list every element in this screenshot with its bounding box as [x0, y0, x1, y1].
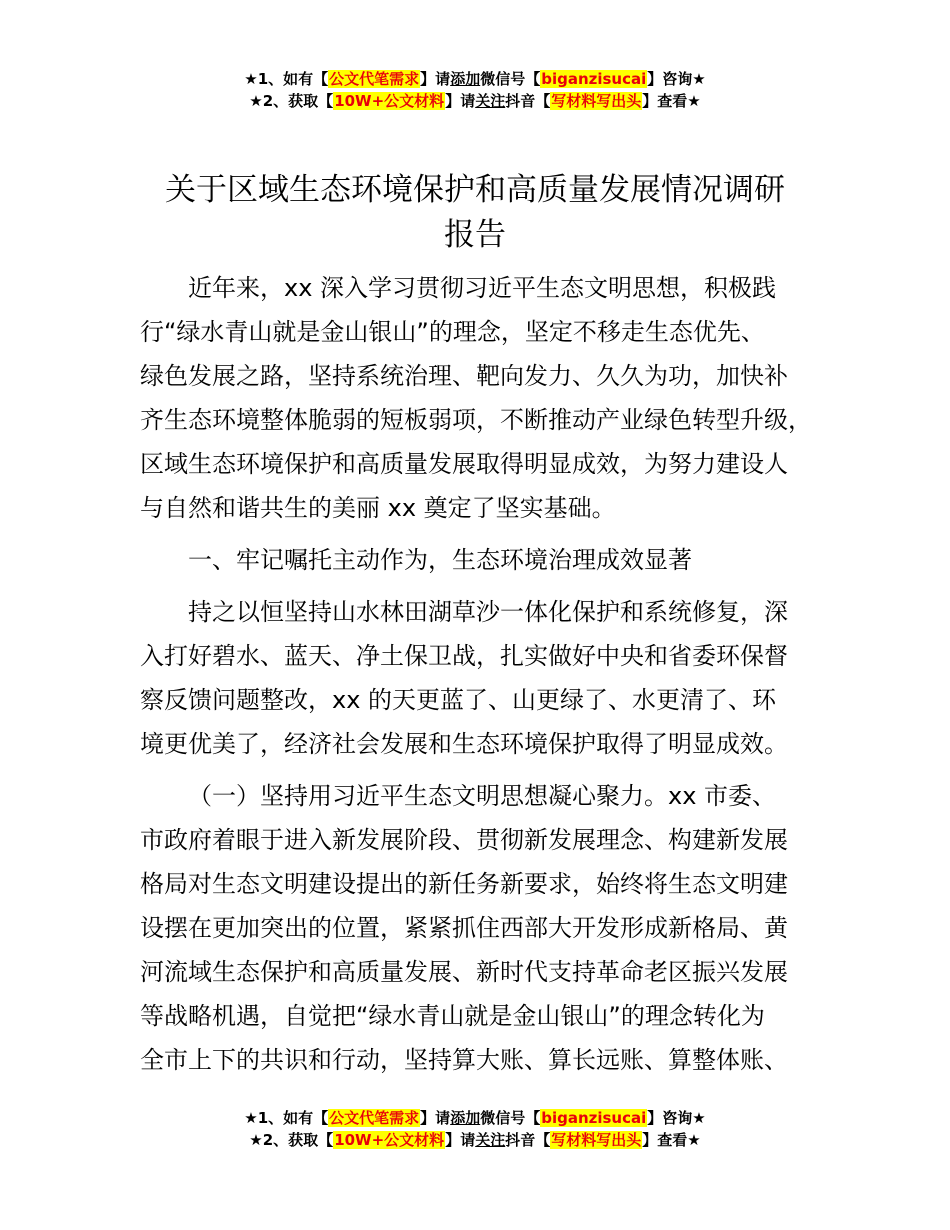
banner-text: 】查看★	[642, 92, 701, 110]
banner-highlight: 10W+公文材料	[334, 1131, 445, 1149]
banner-line-2	[0, 1129, 950, 1151]
banner-text: 】请	[420, 1109, 451, 1127]
top-banner	[0, 68, 950, 112]
title-line-2: 报告	[444, 217, 506, 253]
paragraph-section-1: 持之以恒坚持山水林田湖草沙一体化保护和系统修复，深 入打好碧水、蓝天、净土保卫战，扎实做好中央和省委环保督 察反馈问题整改，xx 的天更蓝了、山更绿了、水更清了、环 境更优美了，经济社会发展和生态环境保护取得了明显成效。	[140, 598, 788, 758]
document-title	[120, 168, 830, 258]
banner-highlight: 10W+公文材料	[334, 92, 445, 110]
banner-text: ★2、获取【	[249, 1131, 334, 1149]
document-body	[140, 266, 830, 1090]
banner-text: 】请	[445, 1131, 476, 1149]
banner-text: 抖音【	[505, 1131, 551, 1149]
banner-underline: 关注	[475, 92, 506, 110]
banner-line-1	[0, 68, 950, 90]
banner-text: 微信号【	[480, 70, 541, 88]
section-heading-1: 一、牢记嘱托主动作为，生态环境治理成效显著	[188, 546, 692, 574]
banner-underline: 关注	[475, 1131, 506, 1149]
banner-text: 】请	[420, 70, 451, 88]
banner-text: 】咨询★	[647, 70, 706, 88]
banner-text: 微信号【	[480, 1109, 541, 1127]
banner-highlight: biganzisucai	[541, 1109, 647, 1127]
banner-text: 】请	[445, 92, 476, 110]
banner-highlight: 写材料写出头	[551, 92, 642, 110]
banner-text: 】咨询★	[647, 1109, 706, 1127]
paragraph-subsection-1: （一）坚持用习近平生态文明思想凝心聚力。xx 市委、 市政府着眼于进入新发展阶段、贯彻新发展理念、构建新发展 格局对生态文明建设提出的新任务新要求，始终将生态文明建 设摆在更加突出的位置，紧紧抓住西部大开发形成新格局、黄 河流域生态保护和高质量发展、新时代支持革命老区振兴发展 等战略机遇，自觉把“绿水青山就是金山银山”的理念转化为 全市上下的共识和行动，坚持算大账、算长远账、算整体账、	[140, 782, 788, 1074]
banner-text: ★1、如有【	[244, 1109, 329, 1127]
banner-underline: 添加	[450, 70, 481, 88]
banner-highlight: biganzisucai	[541, 70, 647, 88]
banner-text: ★2、获取【	[249, 92, 334, 110]
banner-highlight: 公文代笔需求	[329, 1109, 420, 1127]
banner-highlight: 写材料写出头	[551, 1131, 642, 1149]
banner-underline: 添加	[450, 1109, 481, 1127]
banner-text: ★1、如有【	[244, 70, 329, 88]
bottom-banner	[0, 1107, 950, 1151]
banner-highlight: 公文代笔需求	[329, 70, 420, 88]
banner-text: 抖音【	[505, 92, 551, 110]
paragraph-intro: 近年来，xx 深入学习贯彻习近平生态文明思想，积极践 行“绿水青山就是金山银山”的理念，坚定不移走生态优先、 绿色发展之路，坚持系统治理、靶向发力、久久为功，加快补 齐生态环境整体脆弱的短板弱项，不断推动产业绿色转型升级， 区域生态环境保护和高质量发展取得明显成效，为努力建设人 与自然和谐共生的美丽 xx 奠定了坚实基础。	[140, 274, 812, 522]
banner-line-1	[0, 1107, 950, 1129]
banner-line-2	[0, 90, 950, 112]
title-line-1: 关于区域生态环境保护和高质量发展情况调研	[165, 172, 785, 208]
banner-text: 】查看★	[642, 1131, 701, 1149]
